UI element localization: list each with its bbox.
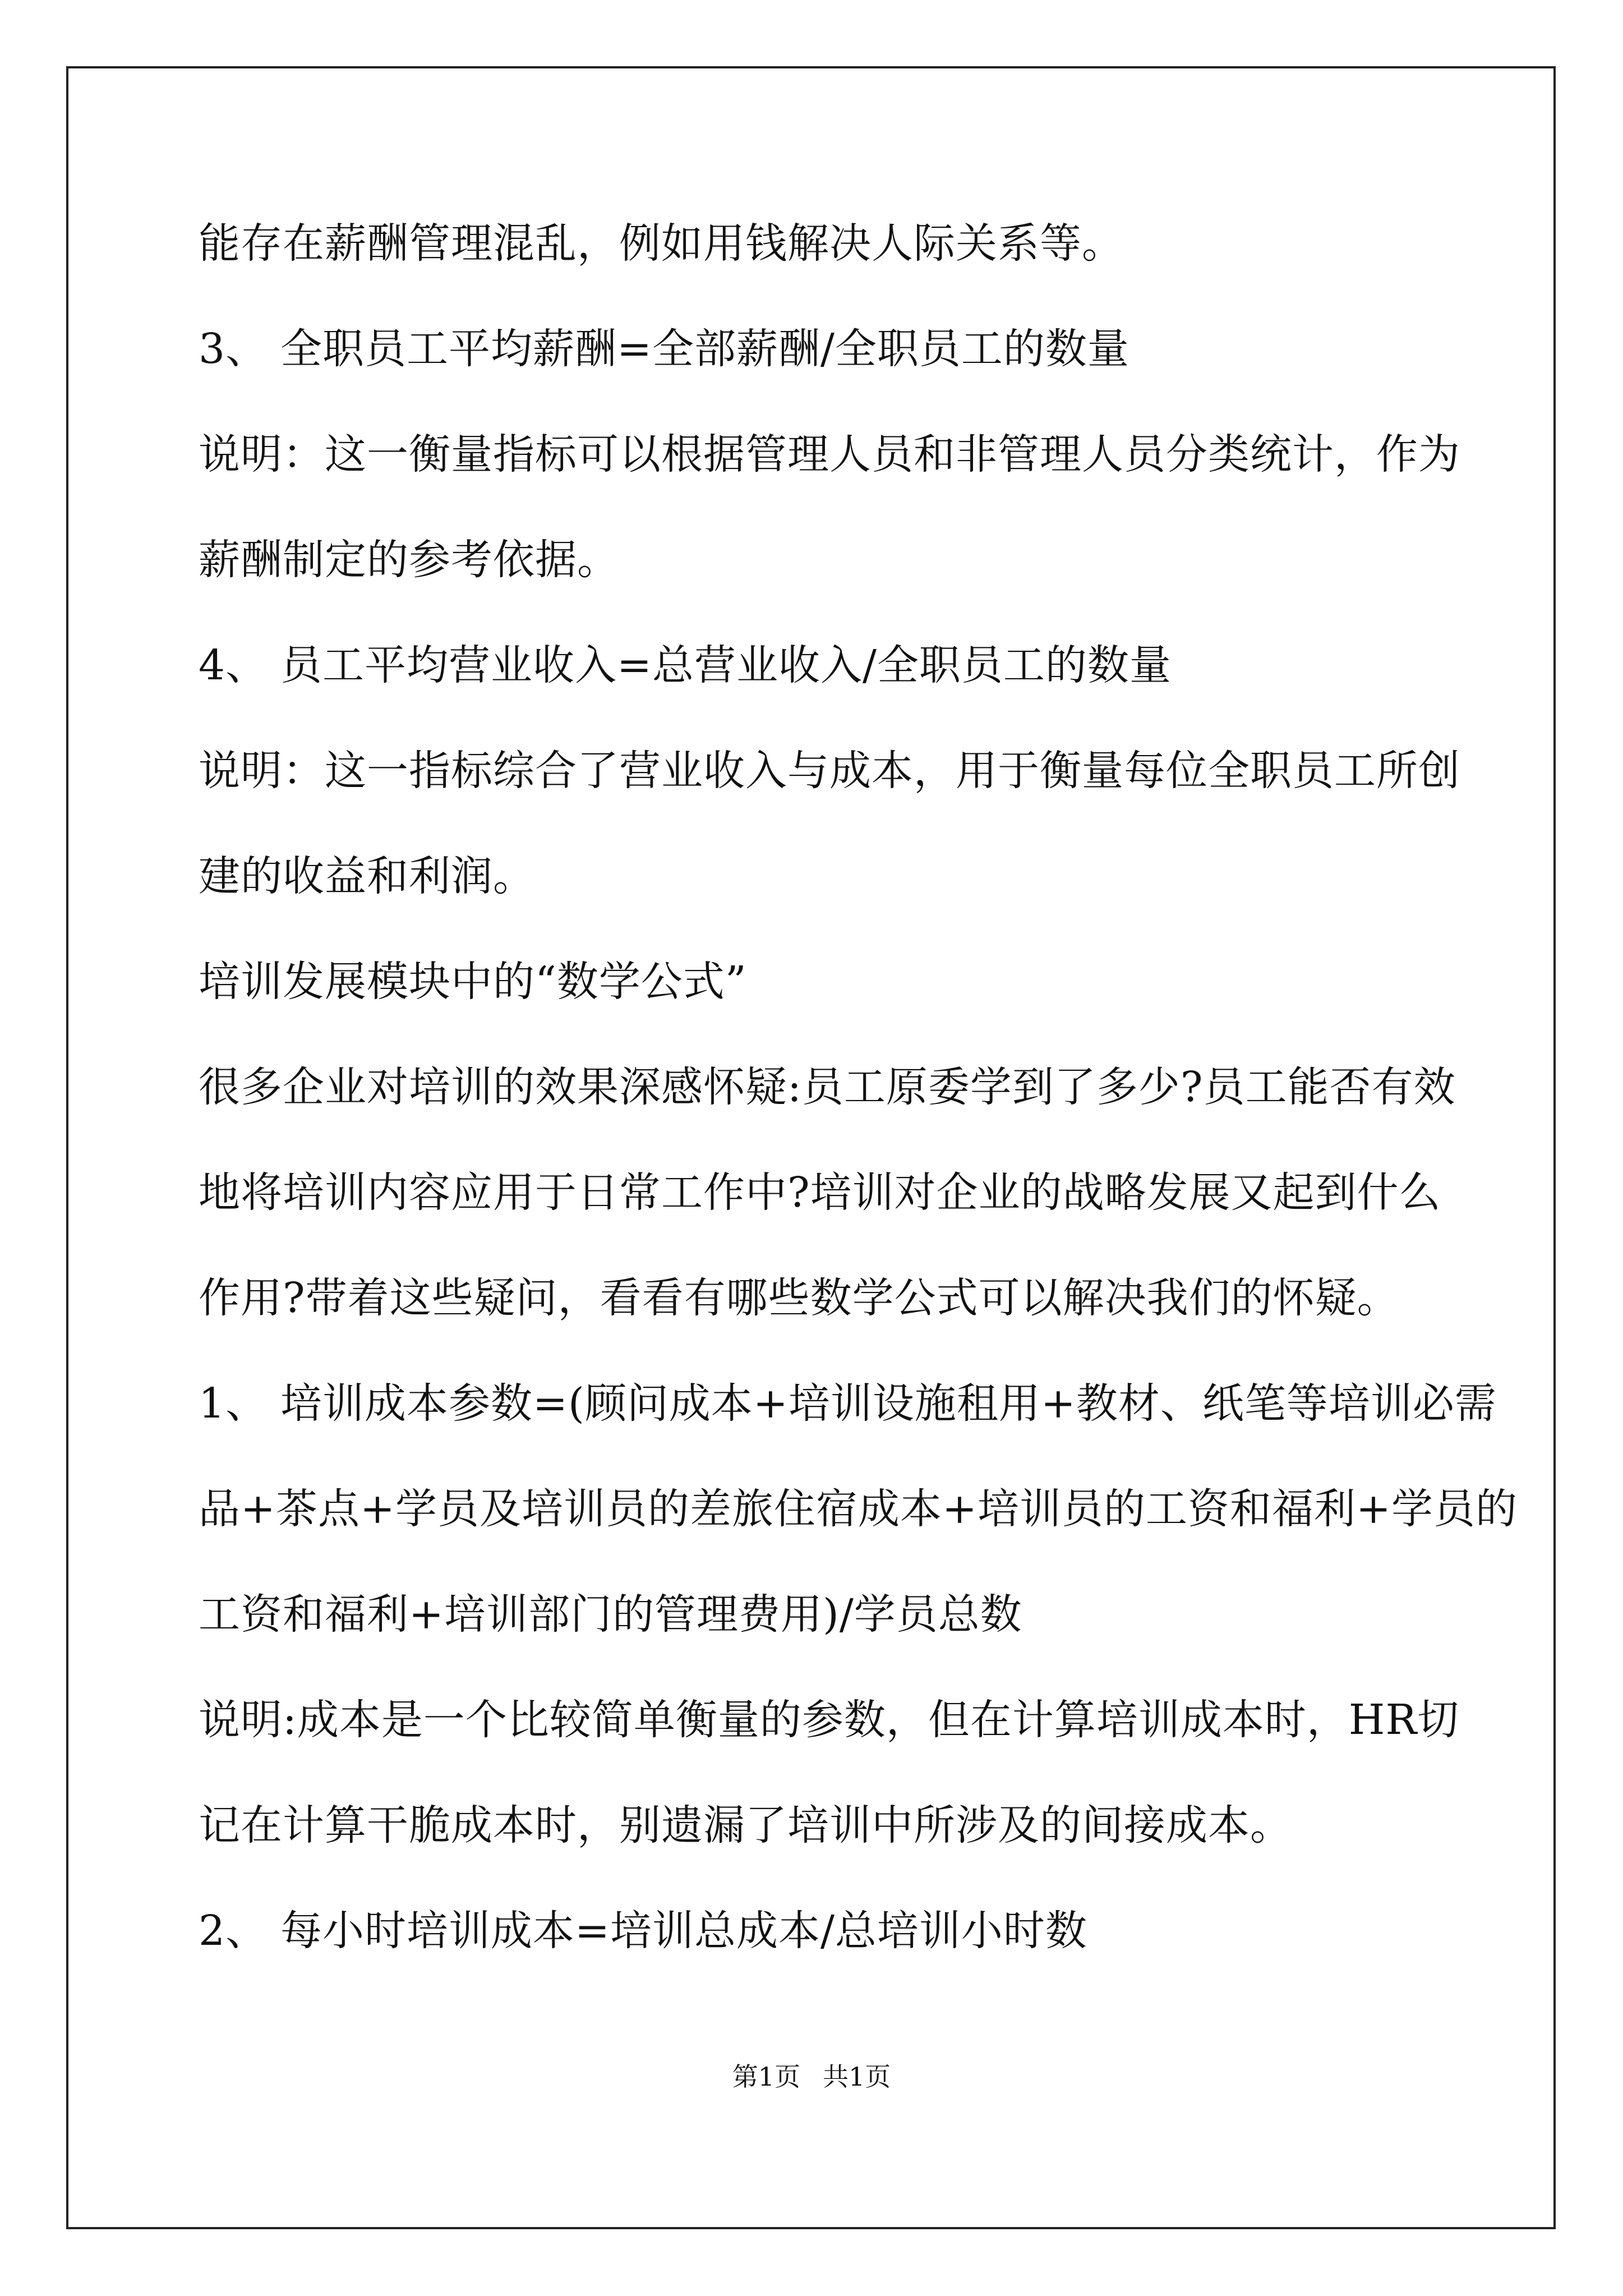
document-body: [199, 191, 1518, 1984]
text-line: 薪酬制定的参考依据。: [199, 536, 619, 584]
numbered-formula-line: [199, 613, 1432, 718]
list-number: 2、: [199, 1907, 268, 1955]
formula-text: 全职员工平均薪酬=全部薪酬/全职员工的数量: [280, 325, 1129, 373]
text-line: 说明：这一指标综合了营业收入与成本，用于衡量每位全职员工所创: [199, 747, 1460, 795]
text-line: 作用?带着这些疑问，看看有哪些数学公式可以解决我们的怀疑。: [199, 1274, 1399, 1322]
list-number: 1、: [199, 1379, 268, 1428]
text-line: 记在计算干脆成本时，别遗漏了培训中所涉及的间接成本。: [199, 1801, 1292, 1849]
numbered-formula-line: [199, 1878, 1432, 1984]
page-total: 共1页: [823, 2062, 891, 2092]
list-number: 3、: [199, 325, 268, 373]
text-line: 建的收益和利润。: [199, 852, 535, 900]
formula-text: 培训成本参数=(顾问成本+培训设施租用+教材、纸笔等培训必需: [280, 1379, 1497, 1428]
text-line: 说明：这一衡量指标可以根据管理人员和非管理人员分类统计，作为: [199, 430, 1460, 478]
section-heading: 培训发展模块中的“数学公式”: [199, 958, 747, 1006]
text-line: 说明:成本是一个比较简单衡量的参数，但在计算培训成本时，HR切: [199, 1696, 1460, 1744]
formula-text: 员工平均营业收入=总营业收入/全职员工的数量: [280, 641, 1172, 689]
text-line: 地将培训内容应用于日常工作中?培训对企业的战略发展又起到什么: [199, 1168, 1441, 1217]
page-number: 第1页: [732, 2062, 800, 2092]
text-line: 能存在薪酬管理混乱，例如用钱解决人际关系等。: [199, 219, 1124, 268]
text-line: 工资和福利+培训部门的管理费用)/学员总数: [199, 1590, 1022, 1639]
page-footer: [0, 2060, 1623, 2093]
text-line: 很多企业对培训的效果深感怀疑:员工原委学到了多少?员工能否有效: [199, 1063, 1456, 1111]
list-number: 4、: [199, 641, 268, 689]
text-line: 品+茶点+学员及培训员的差旅住宿成本+培训员的工资和福利+学员的: [199, 1485, 1518, 1533]
numbered-formula-line: [199, 1351, 1497, 1456]
formula-text: 每小时培训成本=培训总成本/总培训小时数: [280, 1907, 1087, 1955]
numbered-formula-line: [199, 296, 1432, 402]
